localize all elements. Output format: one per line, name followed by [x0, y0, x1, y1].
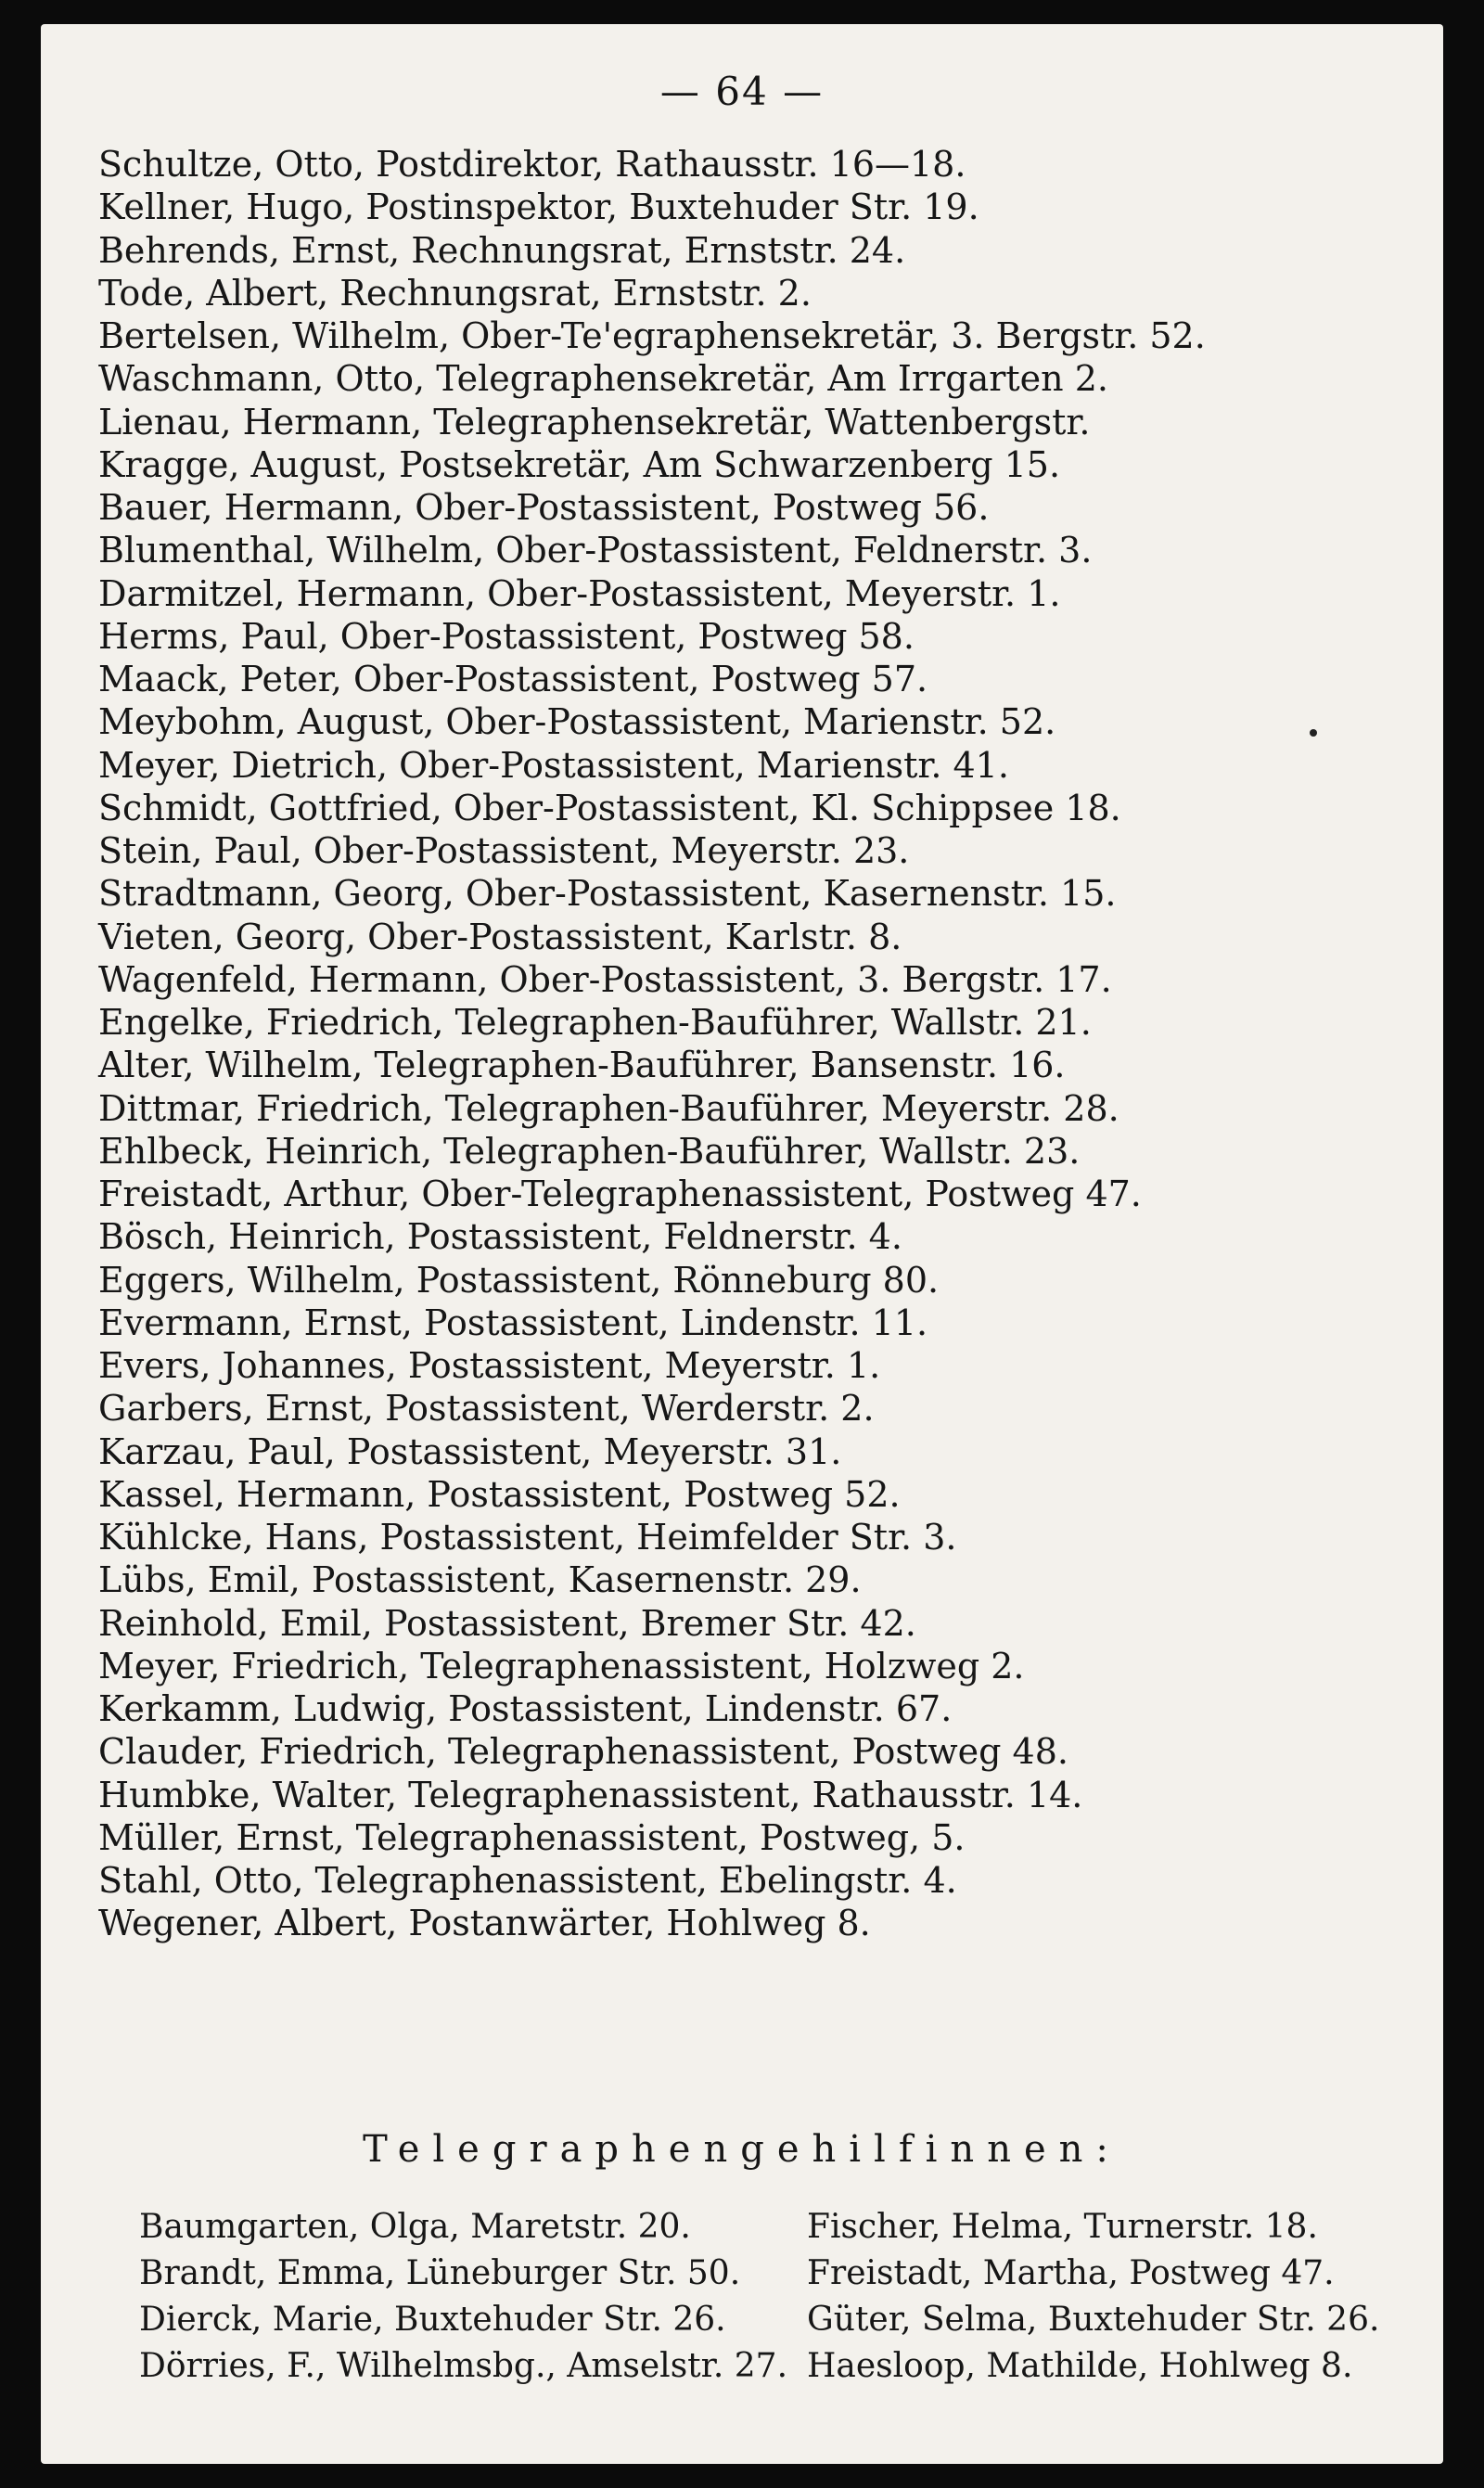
section-heading: Telegraphengehilfinnen:: [363, 2128, 1121, 2171]
list-item: Clauder, Friedrich, Telegraphenassistent, Postweg 48.: [98, 1731, 1068, 1773]
list-item: Kragge, August, Postsekretär, Am Schwarzenberg 15.: [98, 443, 1061, 485]
list-item: Kerkamm, Ludwig, Postassistent, Lindenstr. 67.: [98, 1688, 953, 1729]
assistant-entry-left: Brandt, Emma, Lüneburger Str. 50.: [139, 2254, 741, 2292]
assistant-entry-right: Haesloop, Mathilde, Hohlweg 8.: [807, 2347, 1353, 2385]
assistant-entry-left: Dörries, F., Wilhelmsbg., Amselstr. 27.: [139, 2347, 788, 2385]
list-item: Dittmar, Friedrich, Telegraphen-Bauführer, Meyerstr. 28.: [98, 1087, 1119, 1129]
assistant-entry-right: Güter, Selma, Buxtehuder Str. 26.: [807, 2301, 1380, 2339]
list-item: Bösch, Heinrich, Postassistent, Feldnerstr. 4.: [98, 1216, 902, 1258]
directory-list: [98, 143, 1415, 1945]
list-item: Lienau, Hermann, Telegraphensekretär, Wattenbergstr.: [98, 401, 1091, 442]
list-item: Ehlbeck, Heinrich, Telegraphen-Bauführer, Wallstr. 23.: [98, 1130, 1081, 1172]
list-item: Stein, Paul, Ober-Postassistent, Meyerstr. 23.: [98, 830, 910, 871]
list-item: Humbke, Walter, Telegraphenassistent, Rathausstr. 14.: [98, 1774, 1083, 1815]
list-item: Evers, Johannes, Postassistent, Meyerstr. 1.: [98, 1345, 881, 1386]
list-item: Darmitzel, Hermann, Ober-Postassistent, Meyerstr. 1.: [98, 572, 1061, 614]
list-item: Schmidt, Gottfried, Ober-Postassistent, Kl. Schippsee 18.: [98, 787, 1121, 828]
list-item: Stahl, Otto, Telegraphenassistent, Ebelingstr. 4.: [98, 1860, 957, 1901]
list-item: Stradtmann, Georg, Ober-Postassistent, Kasernenstr. 15.: [98, 873, 1117, 915]
page-number: — 64 —: [659, 69, 825, 114]
list-item: Eggers, Wilhelm, Postassistent, Rönneburg 80.: [98, 1259, 940, 1301]
list-item: Kassel, Hermann, Postassistent, Postweg 52.: [98, 1473, 901, 1515]
list-item: Wegener, Albert, Postanwärter, Hohlweg 8.: [98, 1903, 871, 1944]
list-item: Bauer, Hermann, Ober-Postassistent, Postweg 56.: [98, 487, 990, 528]
list-item: Vieten, Georg, Ober-Postassistent, Karlstr. 8.: [98, 916, 902, 957]
list-item: Behrends, Ernst, Rechnungsrat, Ernststr. 24.: [98, 229, 906, 271]
list-item: Blumenthal, Wilhelm, Ober-Postassistent, Feldnerstr. 3.: [98, 530, 1093, 571]
assistant-entry-right: Fischer, Helma, Turnerstr. 18.: [807, 2208, 1318, 2246]
assistant-row: [139, 2297, 1434, 2343]
list-item: Lübs, Emil, Postassistent, Kasernenstr. 29.: [98, 1559, 862, 1601]
assistant-entry-left: Dierck, Marie, Buxtehuder Str. 26.: [139, 2301, 726, 2339]
assistant-entry-right: Freistadt, Martha, Postweg 47.: [807, 2254, 1335, 2292]
list-item: Waschmann, Otto, Telegraphensekretär, Am Irrgarten 2.: [98, 358, 1108, 400]
list-item: Wagenfeld, Hermann, Ober-Postassistent, 3. Bergstr. 17.: [98, 958, 1112, 1000]
document-page: [41, 24, 1443, 2464]
list-item: Maack, Peter, Ober-Postassistent, Postweg 57.: [98, 659, 928, 699]
assistants-list: [139, 2204, 1434, 2390]
list-item: Meybohm, August, Ober-Postassistent, Marienstr. 52.: [98, 701, 1056, 743]
list-item: Kühlcke, Hans, Postassistent, Heimfelder Str. 3.: [98, 1517, 957, 1558]
list-item: Alter, Wilhelm, Telegraphen-Bauführer, Bansenstr. 16.: [98, 1045, 1066, 1086]
assistant-entry-left: Baumgarten, Olga, Maretstr. 20.: [139, 2208, 691, 2246]
list-item: Herms, Paul, Ober-Postassistent, Postweg 58.: [98, 615, 915, 657]
list-item: Engelke, Friedrich, Telegraphen-Bauführer, Wallstr. 21.: [98, 1002, 1092, 1043]
ink-dot: [1310, 729, 1317, 737]
assistant-row: [139, 2204, 1434, 2251]
list-item: Reinhold, Emil, Postassistent, Bremer Str. 42.: [98, 1602, 916, 1644]
assistant-row: [139, 2251, 1434, 2297]
list-item: Bertelsen, Wilhelm, Ober-Te'egraphensekretär, 3. Bergstr. 52.: [98, 315, 1206, 356]
list-item: Tode, Albert, Rechnungsrat, Ernststr. 2.: [98, 272, 812, 314]
list-item: Karzau, Paul, Postassistent, Meyerstr. 31.: [98, 1430, 842, 1472]
list-item: Müller, Ernst, Telegraphenassistent, Postweg, 5.: [98, 1816, 966, 1858]
list-item: Meyer, Dietrich, Ober-Postassistent, Marienstr. 41.: [98, 744, 1009, 786]
assistant-row: [139, 2343, 1434, 2390]
list-item: Garbers, Ernst, Postassistent, Werderstr. 2.: [98, 1388, 875, 1430]
list-item: Schultze, Otto, Postdirektor, Rathausstr. 16—18.: [98, 144, 966, 185]
list-item: Meyer, Friedrich, Telegraphenassistent, Holzweg 2.: [98, 1645, 1025, 1686]
list-item: Kellner, Hugo, Postinspektor, Buxtehuder Str. 19.: [98, 186, 979, 228]
list-item: Evermann, Ernst, Postassistent, Lindenstr. 11.: [98, 1302, 928, 1343]
list-item: Freistadt, Arthur, Ober-Telegraphenassistent, Postweg 47.: [98, 1173, 1142, 1214]
